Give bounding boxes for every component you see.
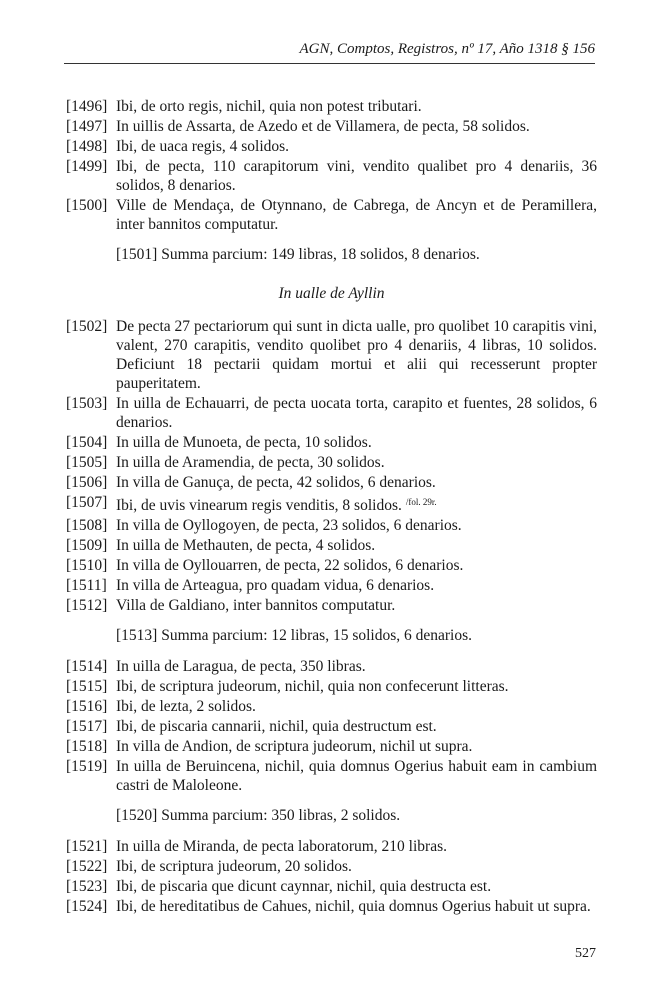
entry-number: [1515] [66, 678, 108, 695]
header-rule [64, 63, 595, 64]
entry-text: In villa de Oyllogoyen, de pecta, 23 solidos, 6 denarios. [116, 517, 462, 534]
entry-text: In villa de Andion, de scriptura judeorum, nichil ut supra. [116, 738, 473, 755]
entry-text: Ibi, de scriptura judeorum, nichil, quia non confecerunt litteras. [116, 678, 509, 695]
entry-text: Ibi, de piscaria cannarii, nichil, quia destructum est. [116, 718, 437, 735]
entry-number: [1500] [66, 197, 108, 214]
entry-text: Ibi, de piscaria que dicunt caynnar, nichil, quia destructa est. [116, 878, 492, 895]
entry-text: Ibi, de uaca regis, 4 solidos. [116, 138, 290, 155]
entry [66, 137, 597, 156]
entry-text: Villa de Galdiano, inter bannitos computatur. [116, 597, 396, 614]
entry [66, 576, 597, 595]
entry-text: Ibi, de orto regis, nichil, quia non potest tributari. [116, 98, 422, 115]
entry-number: [1519] [66, 758, 108, 775]
summa-line: [1513] Summa parcium: 12 libras, 15 solidos, 6 denarios. [116, 627, 473, 644]
entry-text: Ville de Mendaça, de Otynnano, de Cabrega, de Ancyn et de Peramillera, inter bannitos computatur. [116, 197, 597, 233]
entry [66, 596, 597, 615]
entry-text: De pecta 27 pectariorum qui sunt in dicta ualle, pro quolibet 10 carapitis vini, valent, 270 carapitis, vendito quolibet pro 4 denariis, 4 libras, 10 solidos. Deficiunt 18 pectarii quidam mortui et alii qui recesserunt propter pauperitatem. [116, 318, 597, 392]
entry [66, 897, 597, 916]
entry-number: [1499] [66, 158, 108, 175]
entry [66, 157, 597, 195]
entry-text: Ibi, de hereditatibus de Cahues, nichil, quia domnus Ogerius habuit ut supra. [116, 898, 591, 915]
entry-text: In uillis de Assarta, de Azedo et de Villamera, de pecta, 58 solidos. [116, 118, 530, 135]
text-body [66, 97, 597, 917]
entry-text: Ibi, de pecta, 110 carapitorum vini, vendito qualibet pro 4 denariis, 36 solidos, 8 denarios. [116, 158, 597, 194]
entry-number: [1522] [66, 858, 108, 875]
entry-number: [1503] [66, 395, 108, 412]
entry-text: In uilla de Methauten, de pecta, 4 solidos. [116, 537, 376, 554]
entry-number: [1511] [66, 577, 107, 594]
entry [66, 717, 597, 736]
running-head: AGN, Comptos, Registros, nº 17, Año 1318 § 156 [299, 41, 595, 57]
entry-number: [1517] [66, 718, 108, 735]
entry [66, 493, 597, 515]
entry [66, 556, 597, 575]
entry [66, 536, 597, 555]
entry-text: In uilla de Munoeta, de pecta, 10 solidos. [116, 434, 372, 451]
entry [66, 697, 597, 716]
entry-text-with-folio [116, 493, 597, 515]
entry-number: [1516] [66, 698, 108, 715]
entry-number: [1512] [66, 597, 108, 614]
entry-number: [1524] [66, 898, 108, 915]
entry-text: In uilla de Laragua, de pecta, 350 libras. [116, 658, 366, 675]
entry-number: [1505] [66, 454, 108, 471]
entry-number: [1509] [66, 537, 108, 554]
entry [66, 473, 597, 492]
entry-number: [1510] [66, 557, 108, 574]
entry-number: [1496] [66, 98, 108, 115]
entry [66, 117, 597, 136]
entry-text: Ibi, de uvis vinearum regis venditis, 8 solidos. [116, 497, 402, 514]
section-heading: In ualle de Ayllin [278, 285, 385, 302]
entry [66, 837, 597, 856]
entry [66, 657, 597, 676]
entry [66, 737, 597, 756]
entry-number: [1521] [66, 838, 108, 855]
entry [66, 317, 597, 393]
entry-number: [1508] [66, 517, 108, 534]
entry-text: In villa de Ganuça, de pecta, 42 solidos, 6 denarios. [116, 474, 436, 491]
entry-block-2 [66, 317, 597, 615]
entry [66, 453, 597, 472]
entry-text: In uilla de Miranda, de pecta laboratorum, 210 libras. [116, 838, 447, 855]
entry-number: [1514] [66, 658, 108, 675]
entry-number: [1518] [66, 738, 108, 755]
entry [66, 516, 597, 535]
summa-line: [1501] Summa parcium: 149 libras, 18 solidos, 8 denarios. [116, 246, 480, 263]
entry [66, 757, 597, 795]
entry [66, 877, 597, 896]
entry [66, 433, 597, 452]
entry-text: Ibi, de lezta, 2 solidos. [116, 698, 256, 715]
entry [66, 196, 597, 234]
entry-block-3 [66, 657, 597, 795]
entry [66, 394, 597, 432]
entry-number: [1523] [66, 878, 108, 895]
entry-text: In uilla de Echauarri, de pecta uocata torta, carapito et fuentes, 28 solidos, 6 denarios. [116, 395, 597, 431]
entry [66, 97, 597, 116]
entry-number: [1504] [66, 434, 108, 451]
entry-text: In villa de Arteagua, pro quadam vidua, 6 denarios. [116, 577, 435, 594]
entry-text: Ibi, de scriptura judeorum, 20 solidos. [116, 858, 352, 875]
folio-marker: /fol. 29r. [405, 497, 437, 507]
entry-number: [1497] [66, 118, 108, 135]
entry-number: [1506] [66, 474, 108, 491]
entry-number: [1502] [66, 318, 108, 335]
entry [66, 677, 597, 696]
entry-text: In uilla de Beruincena, nichil, quia domnus Ogerius habuit eam in cambium castri de Maloleone. [116, 758, 597, 794]
entry-block-4 [66, 837, 597, 916]
entry-text: In villa de Oyllouarren, de pecta, 22 solidos, 6 denarios. [116, 557, 464, 574]
page-number: 527 [575, 946, 596, 961]
entry-text: In uilla de Aramendia, de pecta, 30 solidos. [116, 454, 385, 471]
entry-block-1 [66, 97, 597, 234]
summa-line: [1520] Summa parcium: 350 libras, 2 solidos. [116, 807, 401, 824]
entry-number: [1498] [66, 138, 108, 155]
entry [66, 857, 597, 876]
entry-number: [1507] [66, 494, 108, 511]
